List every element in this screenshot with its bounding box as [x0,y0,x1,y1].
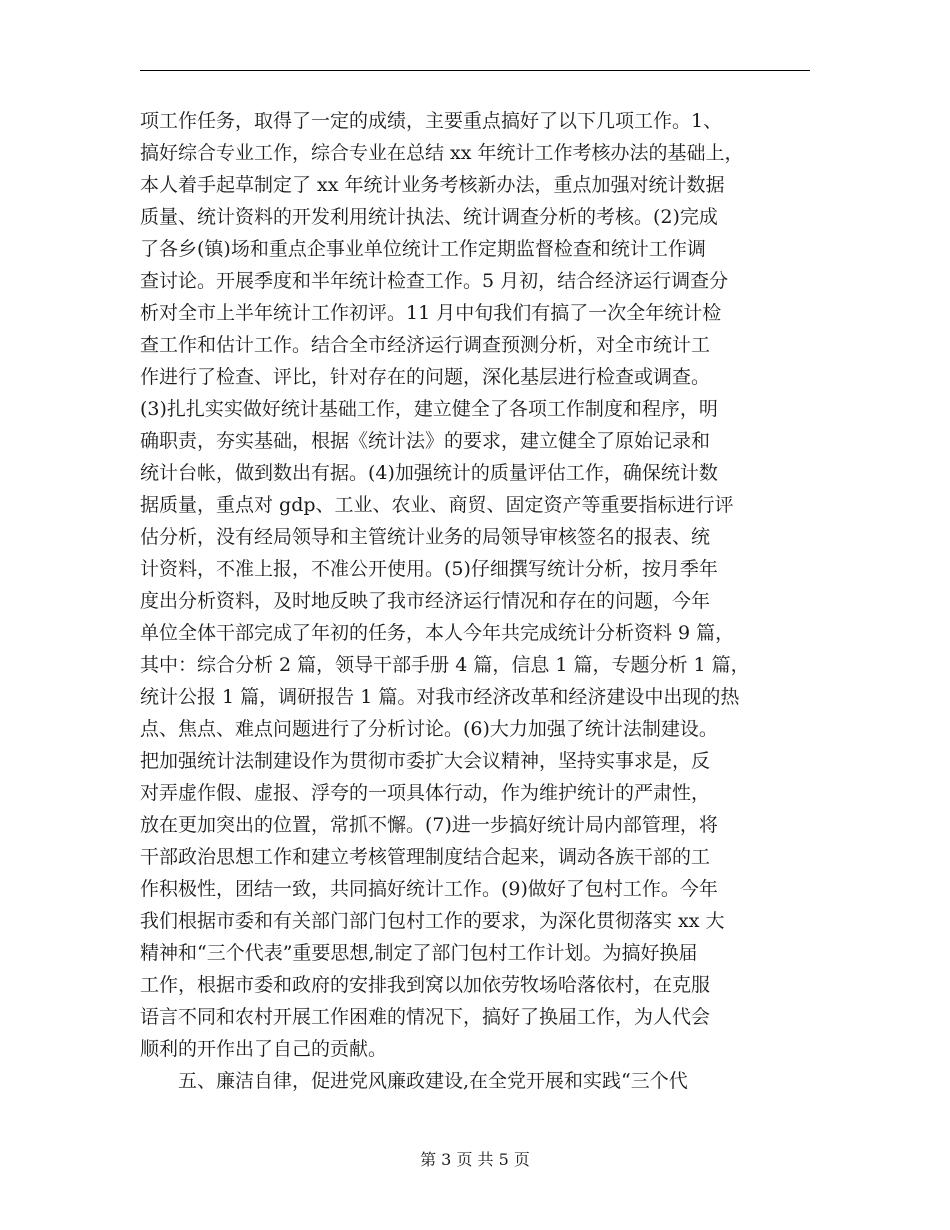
text-line: 了各乡(镇)场和重点企事业单位统计工作定期监督检查和统计工作调 [140,238,706,260]
section-heading-line: 五、廉洁自律，促进党风廉政建设,在全党开展和实践“三个代 [140,1070,688,1092]
document-body [140,105,810,1097]
text-line: 单位全体干部完成了年初的任务，本人今年共完成统计分析资料 9 篇， [140,622,735,644]
text-line: 搞好综合专业工作，综合专业在总结 xx 年统计工作考核办法的基础上， [140,142,744,164]
text-line: 我们根据市委和有关部门部门包村工作的要求，为深化贯彻落实 xx 大 [140,910,725,932]
text-line: 工作，根据市委和政府的安排我到窝以加依劳牧场哈落依村，在克服 [140,974,711,996]
text-line: 作积极性，团结一致，共同搞好统计工作。(9)做好了包村工作。今年 [140,878,718,900]
text-line: 质量、统计资料的开发利用统计执法、统计调查分析的考核。(2)完成 [140,206,718,228]
text-line: 干部政治思想工作和建立考核管理制度结合起来，调动各族干部的工 [140,846,711,868]
text-line: 确职责，夯实基础，根据《统计法》的要求，建立健全了原始记录和 [140,430,711,452]
text-line: 项工作任务，取得了一定的成绩，主要重点搞好了以下几项工作。1、 [140,110,723,132]
page-number-footer: 第 3 页 共 5 页 [420,1150,530,1169]
text-line: 对弄虚作假、虚报、浮夸的一项具体行动，作为维护统计的严肃性， [140,782,711,804]
text-line: 度出分析资料，及时地反映了我市经济运行情况和存在的问题，今年 [140,590,711,612]
text-line: 其中：综合分析 2 篇，领导干部手册 4 篇，信息 1 篇，专题分析 1 篇， [140,654,750,676]
text-line: 精神和“三个代表”重要思想,制定了部门包村工作计划。为搞好换届 [140,942,698,964]
text-line: 统计公报 1 篇，调研报告 1 篇。对我市经济改革和经济建设中出现的热 [140,686,740,708]
text-line: 语言不同和农村开展工作困难的情况下，搞好了换届工作，为人代会 [140,1006,711,1028]
text-line: 作进行了检查、评比，针对存在的问题，深化基层进行检查或调查。 [140,366,711,388]
text-line: 估分析，没有经局领导和主管统计业务的局领导审核签名的报表、统 [140,526,711,548]
text-line: 放在更加突出的位置，常抓不懈。(7)进一步搞好统计局内部管理，将 [140,814,718,836]
text-line: 查工作和估计工作。结合全市经济运行调查预测分析，对全市统计工 [140,334,711,356]
text-line: 查讨论。开展季度和半年统计检查工作。5 月初，结合经济运行调查分 [140,270,729,292]
text-line: 据质量，重点对 gdp、工业、农业、商贸、固定资产等重要指标进行评 [140,494,734,516]
text-line: 统计台帐，做到数出有据。(4)加强统计的质量评估工作，确保统计数 [140,462,718,484]
text-line: (3)扎扎实实做好统计基础工作，建立健全了各项工作制度和程序，明 [140,398,718,420]
text-line: 析对全市上半年统计工作初评。11 月中旬我们有搞了一次全年统计检 [140,302,722,324]
text-line: 点、焦点、难点问题进行了分析讨论。(6)大力加强了统计法制建设。 [140,718,718,740]
text-line: 把加强统计法制建设作为贯彻市委扩大会议精神，坚持实事求是，反 [140,750,711,772]
text-line: 计资料，不准上报，不准公开使用。(5)仔细撰写统计分析，按月季年 [140,558,718,580]
header-rule [140,70,810,71]
text-line: 顺利的开作出了自己的贡献。 [140,1038,388,1060]
text-line: 本人着手起草制定了 xx 年统计业务考核新办法，重点加强对统计数据 [140,174,725,196]
